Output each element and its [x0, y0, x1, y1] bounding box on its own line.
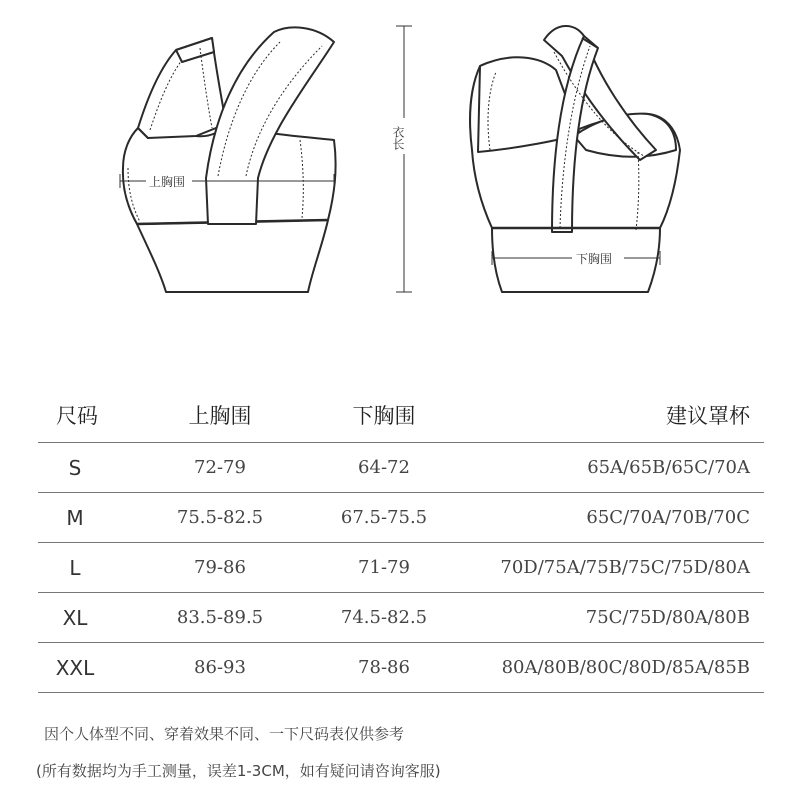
size-cell: L [69, 555, 81, 580]
cup-cell: 75C/75D/80A/80B [585, 607, 750, 628]
table-row [38, 643, 764, 693]
header-under-bust: 下胸围 [352, 404, 416, 428]
upper-bust-cell: 86-93 [194, 657, 246, 678]
length-label: 衣长 [391, 126, 405, 150]
under-bust-cell: 64-72 [358, 457, 410, 478]
table-header-row [38, 388, 764, 443]
size-cell: XXL [55, 655, 95, 680]
table-row [38, 493, 764, 543]
table-row [38, 543, 764, 593]
under-bust-cell: 78-86 [358, 657, 410, 678]
measurement-note: (所有数据均为手工测量，误差1-3CM，如有疑问请咨询客服) [36, 762, 441, 780]
header-cup: 建议罩杯 [666, 404, 750, 428]
table-row [38, 593, 764, 643]
under-bust-cell: 74.5-82.5 [340, 607, 428, 628]
upper-bust-cell: 72-79 [194, 457, 246, 478]
size-cell: S [68, 455, 82, 480]
upper-bust-cell: 83.5-89.5 [176, 607, 264, 628]
cup-cell: 65A/65B/65C/70A [587, 457, 750, 478]
upper-bust-label: 上胸围 [149, 175, 186, 189]
bra-diagram [0, 0, 800, 360]
under-bust-cell: 67.5-75.5 [340, 507, 428, 528]
under-bust-cell: 71-79 [358, 557, 410, 578]
disclaimer-note: 因个人体型不同、穿着效果不同、一下尺码表仅供参考 [44, 725, 405, 743]
header-upper-bust: 上胸围 [188, 404, 252, 428]
cup-cell: 65C/70A/70B/70C [586, 507, 750, 528]
upper-bust-cell: 75.5-82.5 [176, 507, 264, 528]
table-row [38, 443, 764, 493]
under-bust-label: 下胸围 [576, 252, 613, 266]
length-measure-line [396, 26, 412, 292]
size-cell: M [66, 505, 84, 530]
front-view-bra [123, 27, 336, 292]
header-size: 尺码 [56, 404, 98, 428]
size-table [38, 388, 764, 693]
upper-bust-cell: 79-86 [194, 557, 246, 578]
cup-cell: 70D/75A/75B/75C/75D/80A [500, 557, 750, 578]
size-cell: XL [62, 605, 88, 630]
cup-cell: 80A/80B/80C/80D/85A/85B [501, 657, 750, 678]
